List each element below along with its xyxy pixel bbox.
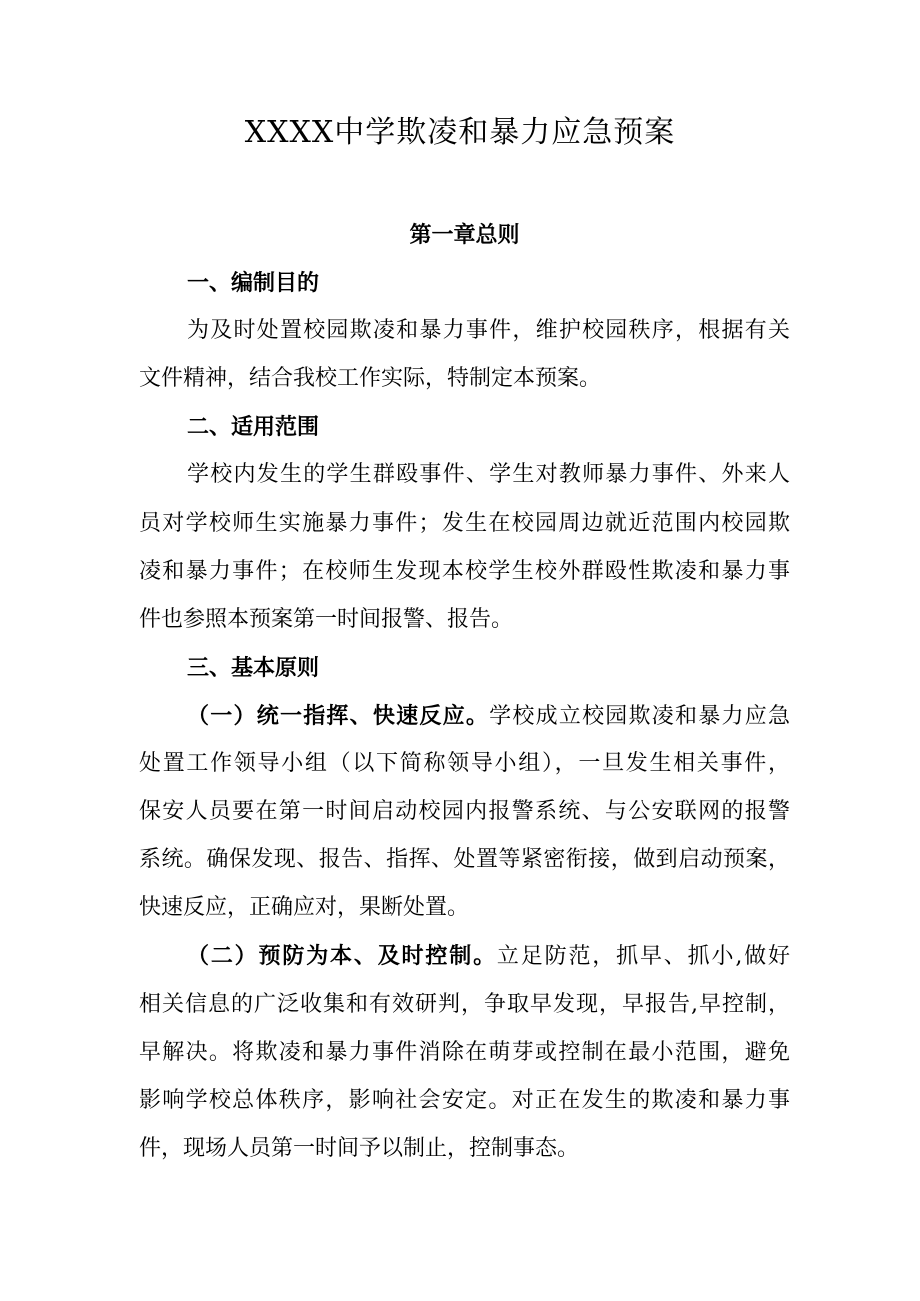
principle-heading: （二）预防为本、及时控制。 [187,943,497,970]
paragraph-line: 员对学校师生实施暴力事件；发生在校园周边就近范围内校园欺 [139,510,790,536]
paragraph-line: 凌和暴力事件；在校师生发现本校学生校外群殴性欺凌和暴力事 [139,558,790,584]
paragraph-line: 学校内发生的学生群殴事件、学生对教师暴力事件、外来人 [187,462,790,488]
paragraph-text: 学校成立校园欺凌和暴力应急 [489,703,790,729]
paragraph-line: 文件精神，结合我校工作实际，特制定本预案。 [139,366,602,392]
paragraph-line: 快速反应，正确应对，果断处置。 [139,895,470,921]
paragraph-text: 立足防范，抓早、抓小,做好 [496,944,790,970]
paragraph-line [139,692,790,740]
chapter-heading: 第一章总则 [409,222,520,248]
paragraph-line: 保安人员要在第一时间启动校园内报警系统、与公安联网的报警 [139,799,790,825]
paragraph-line: 处置工作领导小组（以下简称领导小组），一旦发生相关事件， [139,751,790,777]
document-body [139,211,790,1173]
paragraph-line: 系统。确保发现、报告、指挥、处置等紧密衔接，做到启动预案， [139,847,790,873]
section-heading: 二、适用范围 [187,414,320,441]
section-heading: 三、基本原则 [187,654,320,681]
paragraph-line [139,932,790,980]
section-heading: 一、编制目的 [187,270,320,297]
paragraph-line: 为及时处置校园欺凌和暴力事件，维护校园秩序，根据有关 [187,318,790,344]
paragraph-line: 件也参照本预案第一时间报警、报告。 [139,606,514,632]
document-title: XXXX中学欺凌和暴力应急预案 [244,115,676,150]
paragraph-line: 早解决。将欺凌和暴力事件消除在萌芽或控制在最小范围，避免 [139,1039,790,1065]
paragraph-line: 相关信息的广泛收集和有效研判，争取早发现，早报告,早控制， [139,991,790,1017]
paragraph-line: 影响学校总体秩序，影响社会安定。对正在发生的欺凌和暴力事 [139,1087,790,1113]
principle-heading: （一）统一指挥、快速反应。 [187,702,490,729]
paragraph-line: 件，现场人员第一时间予以制止，控制事态。 [139,1135,580,1161]
